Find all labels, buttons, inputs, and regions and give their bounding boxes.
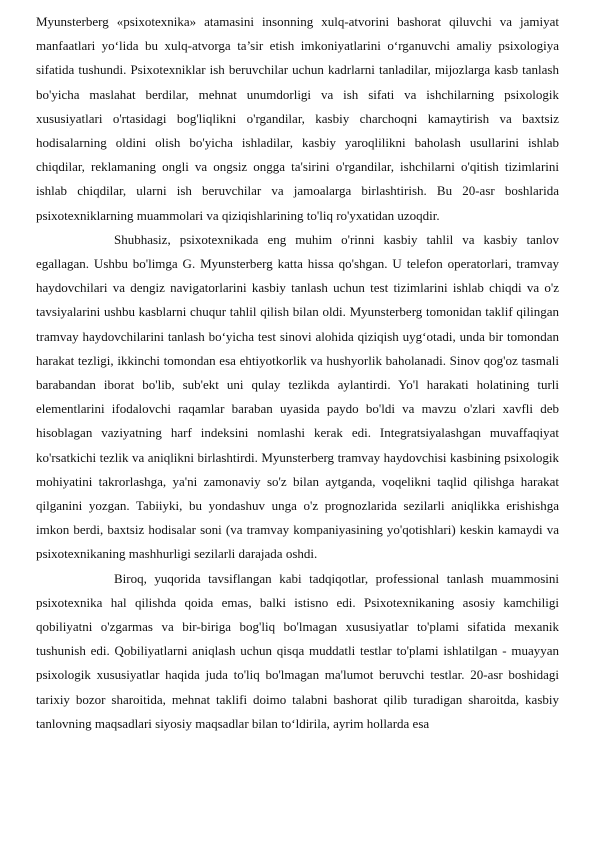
paragraph-3: Biroq, yuqorida tavsiflangan kabi tadqiqotlar, professional tanlash muammosini psixotexnika hal qilishda qoida emas, balki istisno edi. Psixotexnikaning asosiy kamchiligi qobiliyatni o'zgarmas va bir-biriga bog'liq bo'lmagan xususiyatlar to'plami sifatida mexanik tushunish edi. Qobiliyatlarni aniqlash uchun qisqa muddatli testlar to'plami ishlatilgan - muayyan psixologik xususiyatlar haqida juda to'liq bo'lmagan ma'lumot beruvchi testlar. 20-asr boshidagi tarixiy bozor sharoitida, mehnat taklifi doimo talabni bashorat qilib turadigan sharoitda, kasbiy tanlovning maqsadlari siyosiy maqsadlar bilan to‘ldirila, ayrim hollarda esa (36, 570, 559, 731)
document-page (36, 10, 559, 736)
paragraph-1: Myunsterberg «psixotexnika» atamasini insonning xulq-atvorini bashorat qiluvchi va jamiyat manfaatlari yo‘lida bu xulq-atvorga ta’sir etish imkoniyatlarini o‘rganuvchi amaliy psixologiya sifatida tushundi. Psixotexniklar ish beruvchilar uchun kadrlarni tanladilar, mijozlarga kasb tanlash bo'yicha maslahat berdilar, mehnat unumdorligi va ish sifati va ishchilarning psixologik xususiyatlari o'rtasidagi bog'liqlikni o'rgandilar, kasbiy charchoqni kamaytirish va baxtsiz hodisalarning oldini olish bo'yicha ishladilar, kasbiy yaroqlilikni baholash usullarini ishlab chiqdilar, reklamaning ongli va ongsiz ongga ta'sirini o'rgandilar, ishchilarni o'qitish tizimlarini ishlab chiqdilar, ularni ish beruvchilar va jamoalarga birlashtirish. Bu 20-asr boshlarida psixotexniklarning muammolari va qiziqishlarining to'liq ro'yxatidan uzoqdir. (36, 14, 559, 223)
paragraph-2: Shubhasiz, psixotexnikada eng muhim o'rinni kasbiy tahlil va kasbiy tanlov egallagan. Ushbu bo'limga G. Myunsterberg katta hissa qo'shgan. U telefon operatorlari, tramvay haydovchilari va dengiz navigatorlarini kasbiy tanlash uchun test tizimlarini ishlab chiqdi va o'z tavsiyalarini ushbu kasblarni chuqur tahlil qilish bilan oldi. Myunsterberg tomonidan taklif qilingan tramvay haydovchilarini tanlash bo‘yicha test sinovi alohida qiziqish uyg‘otadi, unda bir tomondan harakat tezligi, ikkinchi tomondan esa ehtiyotkorlik va hushyorlik baholanadi. Sinov qog'oz tasmali barabandan iborat bo'lib, sub'ekt uni qulay tezlikda aylantirdi. Yo'l harakati holatining turli elementlarini ifodalovchi raqamlar baraban uyasida paydo bo'ldi va mavzu o'zlari xavfli deb hisoblagan vaziyatning harf indeksini nomlashi kerak edi. Integratsiyalashgan muvaffaqiyat ko'rsatkichi tezlik va aniqlikni birlashtirdi. Myunsterberg tramvay haydovchisi kasbining psixologik mohiyatini takrorlashga, ya'ni zamonaviy so'z bilan aytganda, voqelikni taqlid qilishga harakat qilganini yozgan. Tabiiyki, bu yondashuv unga o'z prognozlarida sezilarli aniqlikka erishishga imkon berdi, baxtsiz hodisalar soni (va tramvay kompaniyasining yo'qotishlari) keskin kamaydi va psixotexnikaning mashhurligi sezilarli darajada oshdi. (36, 231, 559, 562)
